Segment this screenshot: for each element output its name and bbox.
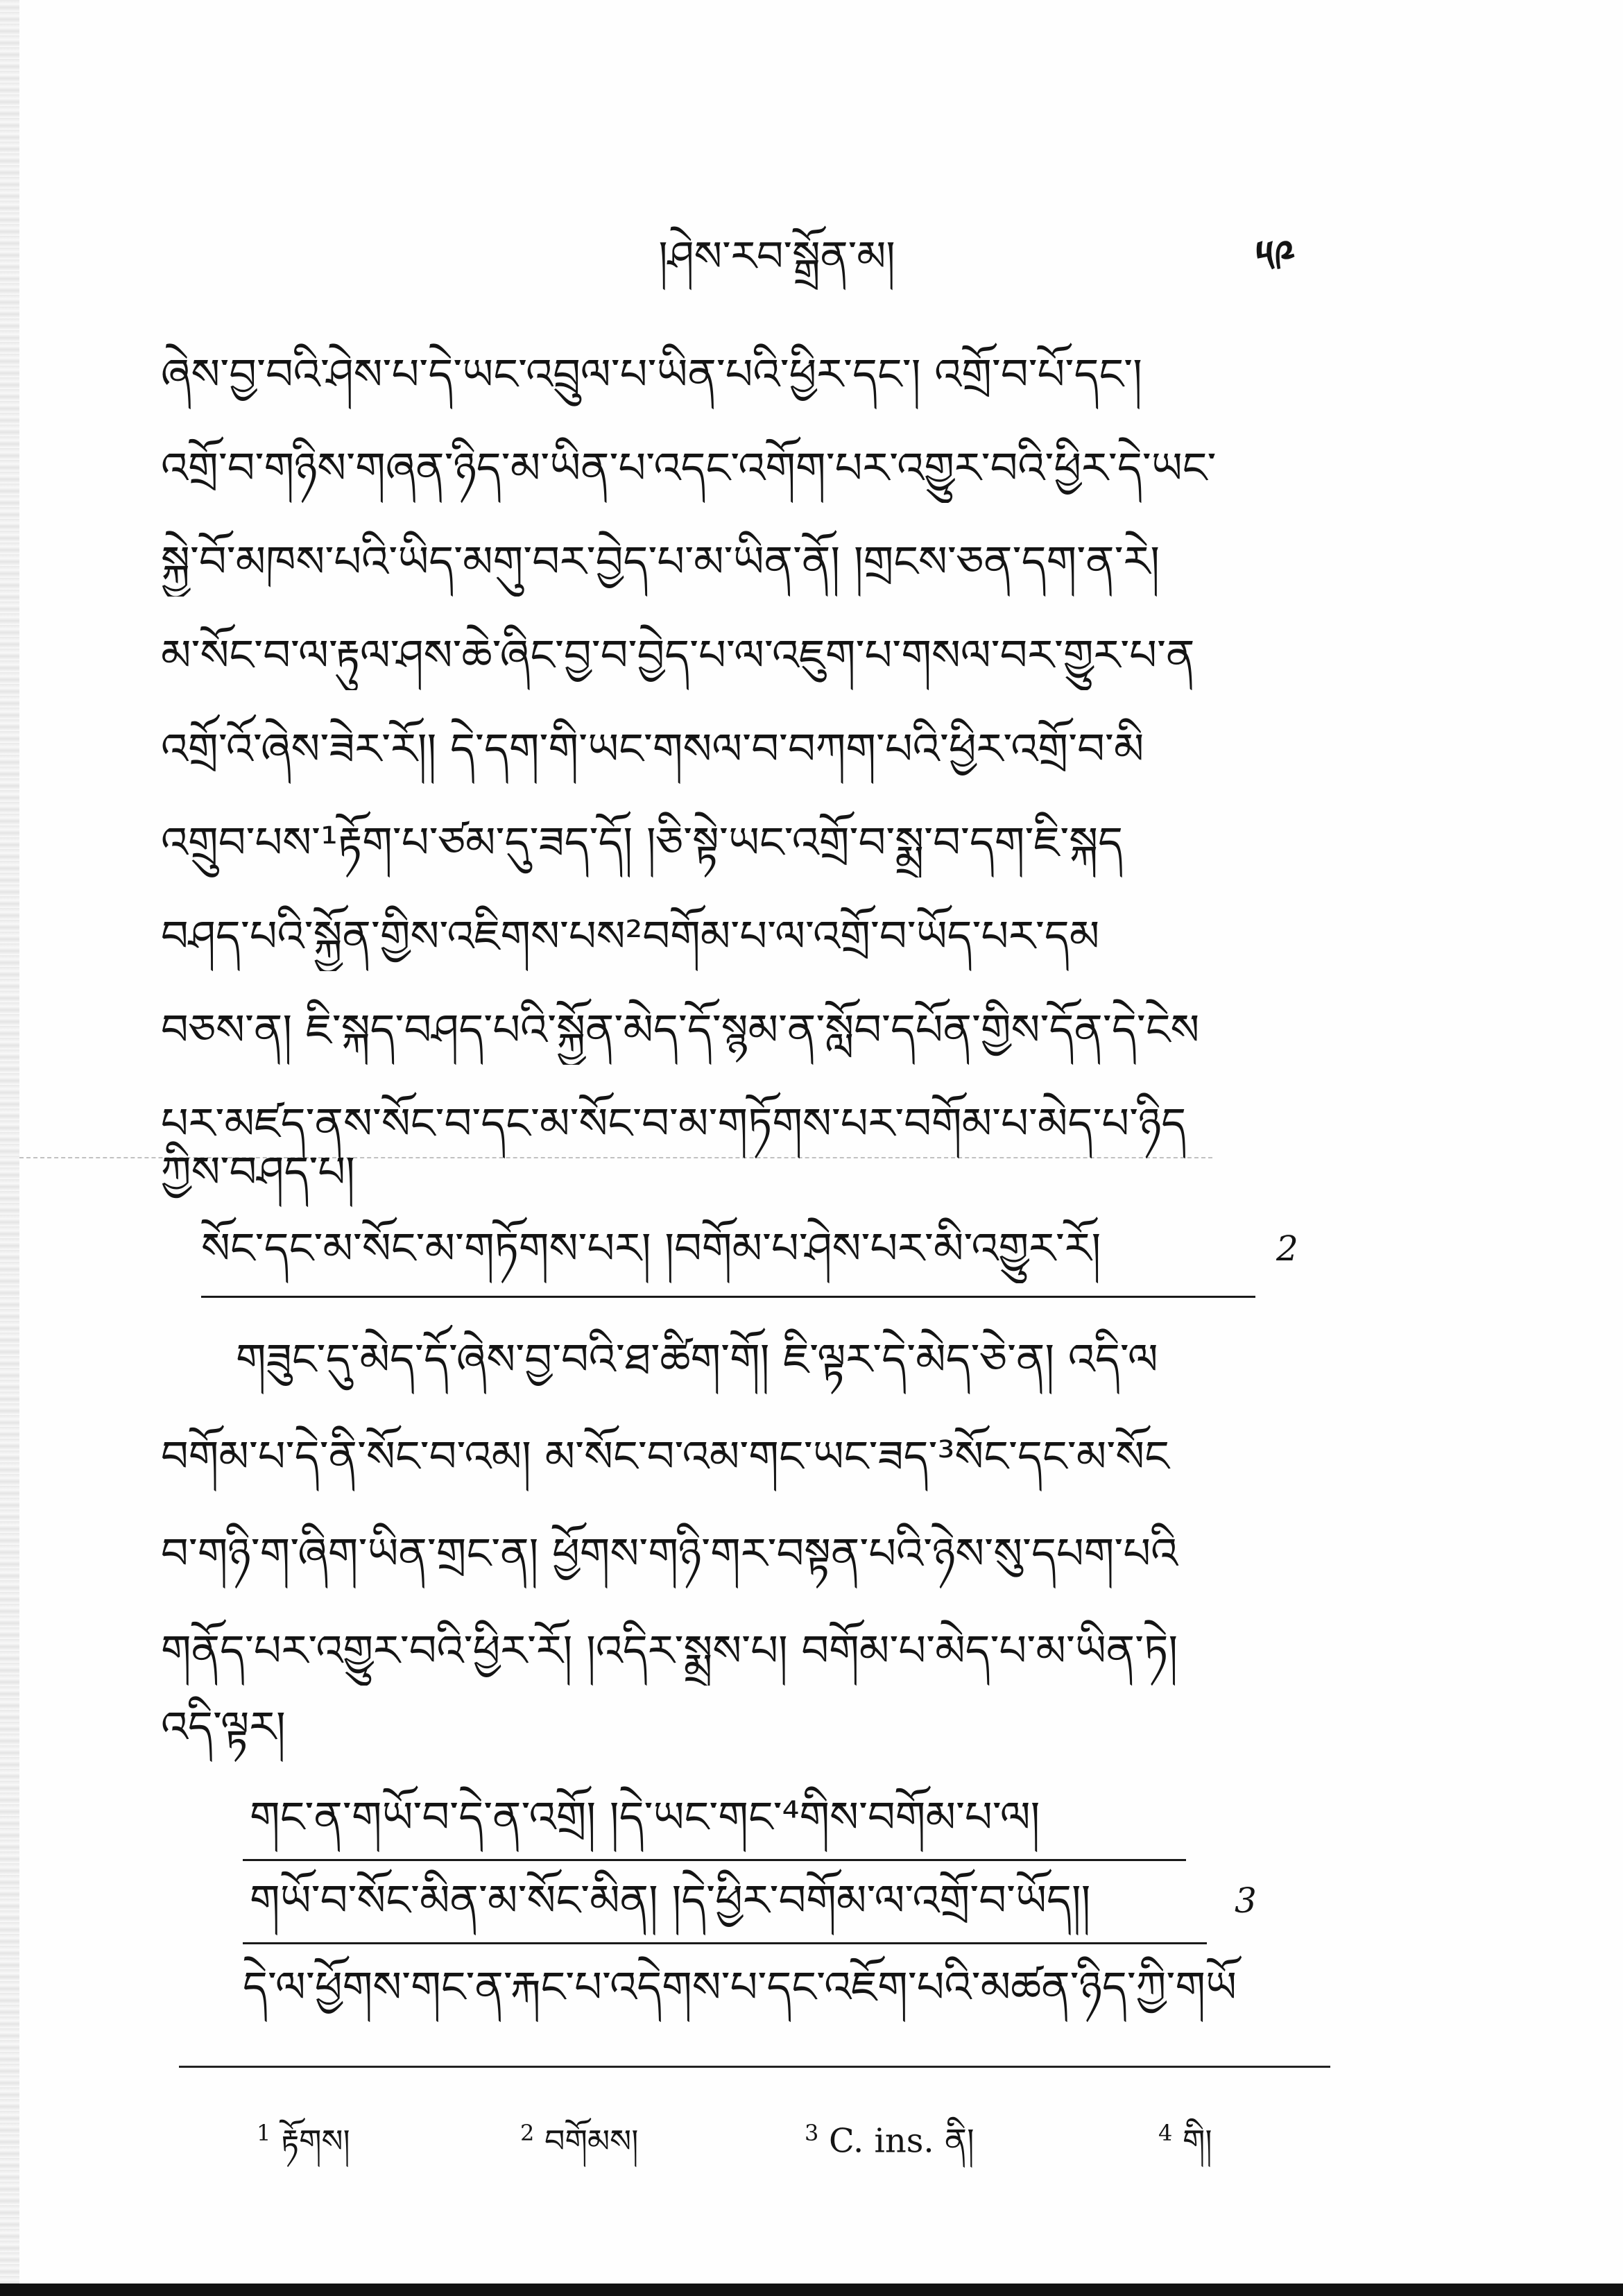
verse-line: གང་ན་གཡོ་བ་དེ་ན་འགྲོ། །དེ་ཡང་གང་⁴གིས་བགོམ་པ་ལ། [250, 1792, 1040, 1842]
page-number: ༥༩ [1255, 232, 1296, 281]
verse-number: 2 [1276, 1228, 1298, 1269]
footnote-mark: 3 [805, 2120, 819, 2146]
body-line: འགྲོ་འོ་ཞེས་ཟེར་རོ།། དེ་དག་གི་ཡང་གསལ་བ་བཀག་པའི་ཕྱིར་འགྲོ་བ་མི [161, 723, 1144, 774]
verse-underline [201, 1296, 1255, 1298]
body-line: འགྲུབ་པས་¹རྟོག་པ་ཙམ་དུ་ཟད་དོ། །ཅི་སྟེ་ཡང་འགྲོ་བ་སྨྲ་བ་དག་ཇི་སྐད [161, 817, 1124, 868]
body-line: འདི་ལྟར། [161, 1702, 286, 1752]
scan-edge-noise [0, 0, 19, 2296]
verse-underline [243, 1859, 1186, 1861]
body-line: གཟུང་དུ་མེད་དོ་ཞེས་བྱ་བའི་ཐ་ཚིག་གོ། ཇི་ལྟར་དེ་མེད་ཅེ་ན། འདི་ལ [236, 1334, 1158, 1385]
footnote-mark: 4 [1158, 2120, 1173, 2146]
footnote-4 [1158, 2109, 1212, 2165]
footnote-text: རྟོགས། [280, 2122, 350, 2160]
verse-number: 3 [1235, 1881, 1257, 1921]
body-line: མ་སོང་བ་ལ་རྟུལ་ཤས་ཆེ་ཞིང་བྱ་བ་བྱེད་པ་ལ་འཇུག་པ་གསལ་བར་གྱུར་པ་ན [161, 630, 1195, 680]
body-line: དེ་ལ་ཕྱོགས་གང་ན་རྐང་པ་འདེགས་པ་དང་འཇོག་པའི་མཚན་ཉིད་ཀྱི་གཡོ [243, 1962, 1237, 2012]
footnote-rule [179, 2066, 1330, 2068]
footnote-text: བགོམས། [544, 2122, 639, 2160]
footnote-text: གི། [1182, 2122, 1212, 2160]
body-line: པར་མཛད་ནས་སོང་བ་དང་མ་སོང་བ་མ་གཏོགས་པར་བགོམ་པ་མེད་པ་ཉིད [161, 1098, 1187, 1149]
body-line: སྐྱེ་བོ་མཁས་པའི་ཡིད་མགུ་བར་བྱེད་པ་མ་ཡིན་ནོ། །གྲངས་ཅན་དག་ན་རེ། [161, 536, 1160, 587]
footnote-text: C. ins. ནི། [828, 2121, 974, 2161]
verse-line: གཡོ་བ་སོང་མིན་མ་སོང་མིན། །དེ་ཕྱིར་བགོམ་ལ་འགྲོ་བ་ཡོད།། [250, 1875, 1091, 1926]
running-header-title: །ཤེས་རབ་སྒྲོན་མ། [658, 232, 895, 281]
verse-underline [243, 1942, 1207, 1944]
body-line: བཤད་པའི་སྐྱོན་གྱིས་འཇིགས་པས²བགོམ་པ་ལ་འགྲོ་བ་ཡོད་པར་དམ [161, 911, 1100, 961]
scan-bottom-border [0, 2284, 1623, 2296]
footnote-mark: 1 [257, 2120, 271, 2146]
body-line: གནོད་པར་འགྱུར་བའི་ཕྱིར་རོ། །འདིར་སྨྲས་པ། བགོམ་པ་མེད་པ་མ་ཡིན་ཏེ། [161, 1625, 1178, 1676]
body-line: ཀྱིས་བཤད་པ། [161, 1147, 355, 1197]
body-line: བ་གཉི་ག་ཞིག་ཡིན་གྲང་ན། ཕྱོགས་གཉི་གར་བསྟན་པའི་ཉེས་སུ་དཔག་པའི [161, 1528, 1178, 1579]
footnote-1 [257, 2109, 350, 2165]
body-line: འགྲོ་བ་གཉིས་གཞན་ཉིད་མ་ཡིན་པ་འདང་འགོག་པར་འགྱུར་བའི་ཕྱིར་དེ་ཡང་ [161, 443, 1217, 493]
body-line: ཞེས་བྱ་བའི་ཤེས་པ་དེ་ཡང་འབྲུལ་པ་ཡིན་པའི་ཕྱིར་དང་། འགྲོ་བ་པོ་དང་། [161, 349, 1142, 400]
body-line: བགོམ་པ་དེ་ནི་སོང་བ་འམ། མ་སོང་བ་འམ་གང་ཡང་ཟད་³སོང་དང་མ་སོང [161, 1431, 1169, 1482]
footnote-2 [520, 2109, 638, 2165]
footnote-mark: 2 [520, 2120, 535, 2146]
body-line: བཅས་ན། ཇི་སྐད་བཤད་པའི་སྐྱོན་མེད་དོ་སྙམ་ན་སློབ་དཔོན་གྱིས་དོན་དེ་ངེས [161, 1004, 1200, 1055]
footnote-3 [805, 2109, 974, 2165]
verse-line: སོང་དང་མ་སོང་མ་གཏོགས་པར། །བགོམ་པ་ཤེས་པར་མི་འགྱུར་རོ། [201, 1223, 1101, 1274]
